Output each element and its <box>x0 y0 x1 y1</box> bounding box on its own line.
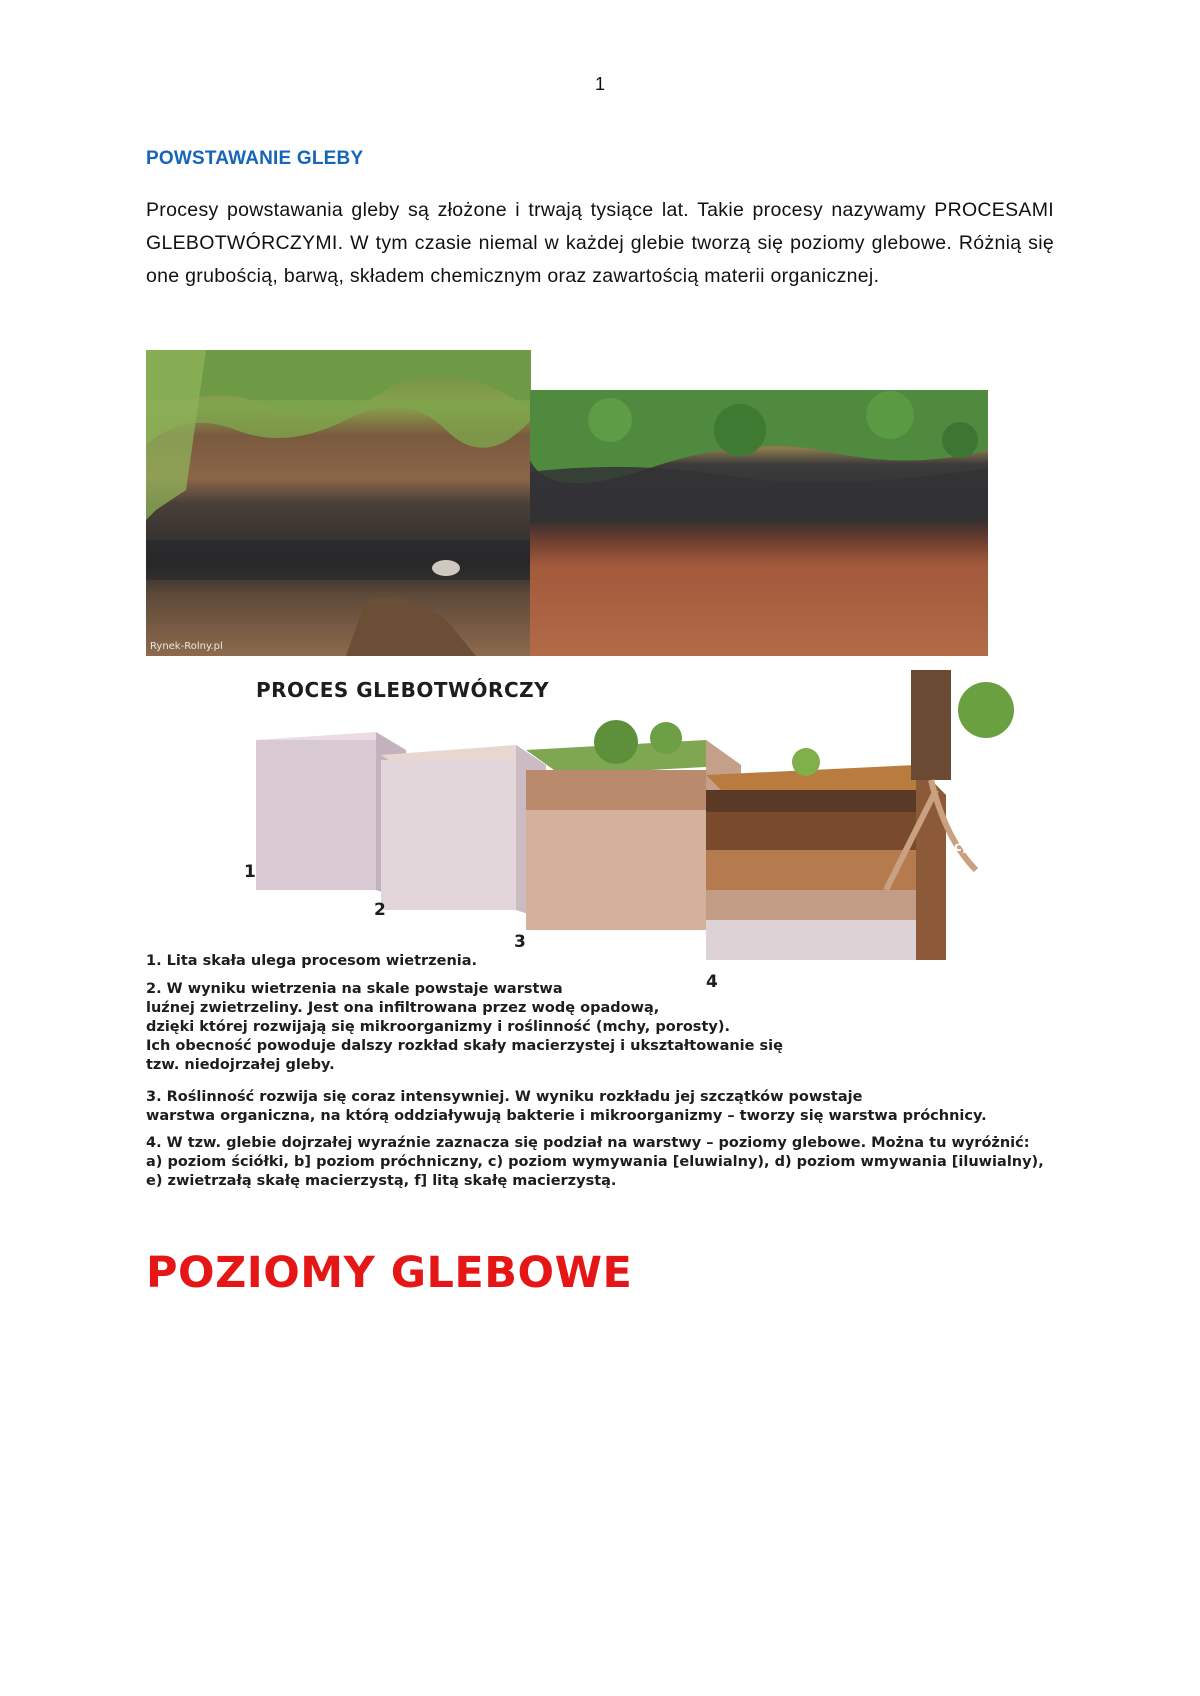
layer-label-c: c) <box>954 840 968 855</box>
soil-formation-diagram <box>146 670 1066 1230</box>
layer-label-b: b) <box>954 806 970 821</box>
caption-stage-2 <box>146 980 786 1075</box>
stage-number-1: 1 <box>244 862 256 882</box>
intro-text: Procesy powstawania gleby są złożone i trwają tysiące lat. Takie procesy nazywamy PROCESAMI GLEBOTWÓRCZYMI. W tym czasie niemal w każdej glebie tworzą się poziomy glebowe. Różnią się one grubością, barwą, składem chemicznym oraz zawartością materii organicznej. <box>146 199 1054 287</box>
intro-paragraph <box>146 194 1054 293</box>
layer-label-a: a) <box>954 788 969 803</box>
diagram-title: PROCES GLEBOTWÓRCZY <box>256 678 550 702</box>
caption-line: 3. Roślinność rozwija się coraz intensywniej. W wyniku rozkładu jej szczątków powstaje <box>146 1089 863 1105</box>
caption-stage-1 <box>146 952 477 971</box>
caption-line: tzw. niedojrzałej gleby. <box>146 1057 335 1073</box>
caption-line: dzięki której rozwijają się mikroorganizmy i roślinność (mchy, porosty). <box>146 1019 730 1035</box>
stage-number-3: 3 <box>514 932 526 952</box>
caption-line: a) poziom ściółki, b] poziom próchniczny, c) poziom wymywania [eluwialny), d) poziom wmywania [iluwialny), <box>146 1154 1044 1170</box>
section-title: POWSTAWANIE GLEBY <box>146 148 364 169</box>
soil-profile-photo-red <box>530 390 988 656</box>
soil-profile-photo-grass <box>146 350 531 656</box>
caption-line: 2. W wyniku wietrzenia na skale powstaje warstwa <box>146 981 563 997</box>
caption-line: 1. Lita skała ulega procesom wietrzenia. <box>146 953 478 969</box>
caption-line: luźnej zwietrzeliny. Jest ona infiltrowana przez wodę opadową, <box>146 1000 660 1016</box>
caption-line: 4. W tzw. glebie dojrzałej wyraźnie zaznacza się podział na warstwy – poziomy glebowe. Można tu wyróżnić: <box>146 1135 1030 1151</box>
page-number: 1 <box>594 74 605 94</box>
caption-line: warstwa organiczna, na którą oddziaływują bakterie i mikroorganizmy – tworzy się warstwa próchnicy. <box>146 1108 987 1124</box>
block-stage-2 <box>381 745 546 920</box>
layer-label-e: e) <box>954 918 969 933</box>
stage-number-4: 4 <box>706 972 718 992</box>
caption-stage-4 <box>146 1134 1066 1191</box>
caption-line: Ich obecność powoduje dalszy rozkład skały macierzystej i ukształtowanie się <box>146 1038 783 1054</box>
caption-line: e) zwietrzałą skałę macierzystą, f] litą skałę macierzystą. <box>146 1173 617 1189</box>
photo-watermark: Rynek-Rolny.pl <box>150 641 223 652</box>
stage-number-2: 2 <box>374 900 386 920</box>
horizons-heading: POZIOMY GLEBOWE <box>146 1248 633 1298</box>
layer-label-d: d) <box>954 882 970 897</box>
caption-stage-3 <box>146 1088 1046 1126</box>
diagram-blocks <box>146 670 1066 960</box>
layer-label-f: f) <box>954 970 966 985</box>
